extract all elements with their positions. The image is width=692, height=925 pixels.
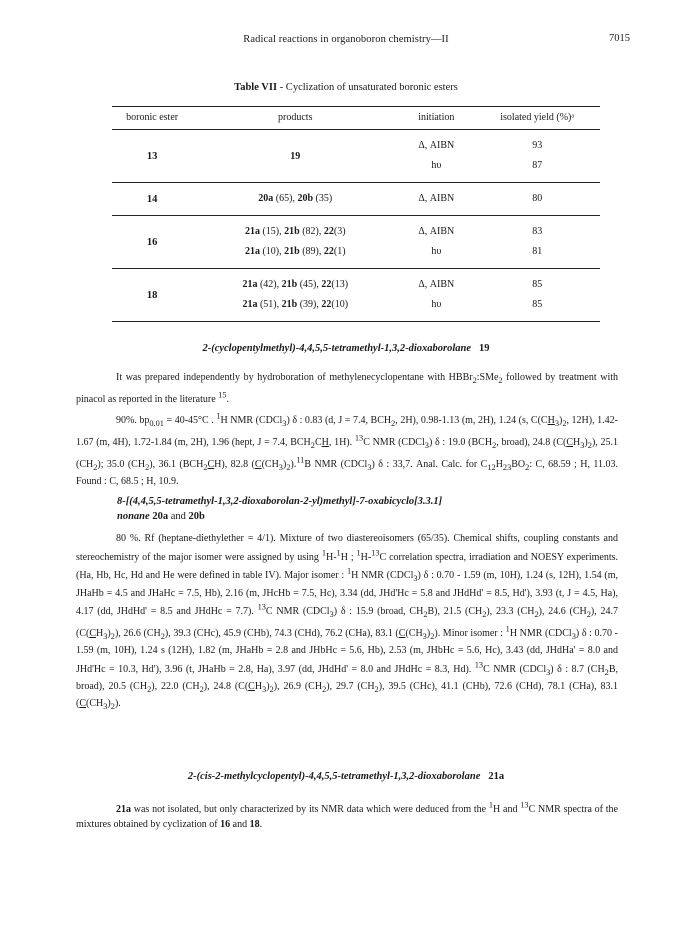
- products-cell: [192, 130, 398, 183]
- compound-numbers: 20a and 20b: [152, 511, 205, 522]
- yield-cell: [474, 130, 600, 183]
- running-title: Radical reactions in organoboron chemistry—II: [243, 34, 449, 45]
- col-header-initiation: initiation: [398, 107, 474, 130]
- ester-cell: 14: [112, 183, 192, 216]
- cyclization-table: [112, 106, 600, 322]
- compound-20-title: [117, 494, 617, 524]
- products-line: 20a (65), 20b (35): [258, 193, 333, 204]
- ester-cell: 13: [112, 130, 192, 183]
- initiation-line: hυ: [431, 246, 442, 257]
- compound-number: 19: [479, 343, 490, 354]
- compound-19-prep-paragraph: [76, 371, 618, 407]
- compound-19-data-paragraph: [76, 410, 618, 489]
- products-line: 21a (51), 21b (39), 22(10): [242, 299, 349, 310]
- yield-line: 81: [532, 246, 543, 257]
- yield-cell: [474, 269, 600, 322]
- table-row: [112, 269, 600, 322]
- products-cell: [192, 183, 398, 216]
- product-label: 19: [290, 150, 301, 162]
- initiation-line: hυ: [431, 299, 442, 310]
- initiation-line: hυ: [431, 160, 442, 171]
- products-line: 21a (42), 21b (45), 22(13): [242, 279, 349, 290]
- initiation-cell: [398, 269, 474, 322]
- table-row: [112, 216, 600, 269]
- initiation-cell: [398, 183, 474, 216]
- table-caption-text: - Cyclization of unsaturated boronic esters: [277, 82, 458, 93]
- paragraph-text: 90%. $bp_{0.01} = 40-45^\circ C$ . $^1$H NMR (CDCl$_3$) δ : 0.83 (d, J = 7.4, $BCH_2$, 2H), 0.98-1.13 (m, 2H), 1.24 (s, $C(CH_3)_2$, 12H), 1.42-1.67 (m, 4H), 1.72-1.84 (m, 2H), 1.96 (hept, J = 7.4, $BCH_2CH$, 1H). $^{13}$C NMR (CDCl$_3$) δ : 19.0 ($BCH_2$, broad), 24.8 $(C(CH_3)_2)$, 25.1 $(CH_2)$; 35.0 $(CH_2)$, 36.1 $(BCH_2CH)$, 82.8 $(C(CH_3)_2).^{11}B$ NMR (CDCl$_3$) δ : 33,7. Anal. Calc. for $C_{12}H_{23}BO_2$: C, 68.59 ; H, 11.03. Found : C, 68.5 ; H, 10.9.: [76, 412, 618, 487]
- compound-number: 21a: [488, 771, 505, 782]
- table-caption-label: Table VII: [234, 82, 278, 93]
- products-cell: [192, 216, 398, 269]
- col-header-yield: isolated yield (%)ᵃ: [474, 107, 600, 130]
- yield-cell: [474, 183, 600, 216]
- initiation-line: Δ, AIBN: [418, 226, 455, 237]
- compound-20-data-paragraph: [76, 532, 618, 715]
- initiation-line: Δ, AIBN: [418, 279, 455, 290]
- initiation-line: Δ, AIBN: [418, 140, 455, 151]
- paragraph-text: 80 %. Rf (heptane-diethylether = 4/1). Mixture of two diastereoisomers (65/35). Chemical shifts, coupling constants and stereochemistry of the major isomer were assigned by using $^1$H-$^1$H ; $^1$H-$^{13}$C correlation spectra, irradiation and NOESY experiments. (Ha, Hb, Hc, Hd and He were defined in table IV). Major isomer : $^1$H NMR (CDCl$_3$) δ : 0.70 - 1.59 (m, 10H), 1.24 (s, 12H), 1.54 (m, JHaHb = 4.5 and JHaHc = 7.5, Hb), 2.16 (m, JHcHb = 7.5, Hc), 3.34 (dd, JHd'Hc = 5.8 and JHdHd' = 8.5, Hd'), 3.93 (t, J = 4.5, Ha), 4.17 (dd, JHdHd' = 8.5 and JHdHc = 7.7). $^{13}$C NMR (CDCl$_3$) δ : 15.9 (broad, $CH_2B$), 21.5 $(CH_2)$, 23.3 $(CH_2)$, 24.6 $(CH_2)$, 24.7 $(C(CH_3)_2)$, 26.6 $(CH_2)$, 39.3 (CHc), 45.9 (CHb), 74.3 (CHd), 76.2 (CHa), 83.1 $(C(CH_3)_2)$. Minor isomer : $^1$H NMR (CDCl$_3$) δ : 0.70 - 1.59 (m, 10H), 1.24 s (12H), 1.82 (m, JHaHb = 2.8 and JHbHc = 5.6, Hb), 2.53 (m, JHbHc = 5.6, Hc), 3.43 (dd, JHdHa' = 8.0 and JHd'Hc = 10.3, Hd'), 3.96 (t, JHaHb = 2.8, Ha), 3.97 (dd, JHdHd' = 8.0 and JHdHc = 8.3, Hd). $^{13}$C NMR (CDCl$_3$) δ : 8.7 ($CH_2B$, broad), 20.5 $(CH_2)$, 22.0 $(CH_2)$, 24.8 $(C(CH_3)_2)$, 26.9 $(CH_2)$, 29.7 $(CH_2)$, 39.5 (CHc), 41.1 (CHb), 72.6 (CHd), 78.1 (CHa), 83.1 $(C(CH_3)_2)$.: [76, 533, 619, 712]
- compound-name: 2-(cyclopentylmethyl)-4,4,5,5-tetramethyl-1,3,2-dioxaborolane: [202, 343, 472, 354]
- ester-cell: 18: [112, 269, 192, 322]
- compound-19-title: [0, 343, 692, 354]
- table-caption: [0, 82, 692, 93]
- ester-cell: 16: [112, 216, 192, 269]
- paragraph-text: 21a was not isolated, but only characterized by its NMR data which were deduced from the $^1$H and $^{13}$C NMR spectra of the mixtures obtained by cyclization of 16 and 18.: [76, 801, 618, 830]
- yield-line: 80: [532, 193, 543, 204]
- yield-line: 85: [532, 299, 543, 310]
- compound-name: 2-(cis-2-methylcyclopentyl)-4,4,5,5-tetramethyl-1,3,2-dioxaborolane: [187, 771, 481, 782]
- initiation-line: Δ, AIBN: [418, 193, 455, 204]
- yield-line: 85: [532, 279, 543, 290]
- products-line: 21a (10), 21b (89), 22(1): [244, 246, 346, 257]
- compound-name-line2-text: nonane: [117, 511, 150, 522]
- initiation-cell: [398, 130, 474, 183]
- products-cell: [192, 269, 398, 322]
- page-number: 7015: [609, 33, 630, 44]
- products-line: 21a (15), 21b (82), 22(3): [244, 226, 346, 237]
- compound-21a-paragraph: [76, 799, 618, 832]
- compound-name-line1: 8-[(4,4,5,5-tetramethyl-1,3,2-dioxaborolan-2-yl)methyl]-7-oxabicyclo[3.3.1]: [117, 496, 443, 507]
- initiation-cell: [398, 216, 474, 269]
- table-row: [112, 183, 600, 216]
- compound-name-line2: [117, 509, 617, 524]
- yield-line: 87: [532, 160, 543, 171]
- yield-cell: [474, 216, 600, 269]
- table-header-row: [112, 107, 600, 130]
- col-header-products: products: [192, 107, 398, 130]
- yield-line: 83: [532, 226, 543, 237]
- compound-21a-title: [0, 771, 692, 782]
- col-header-boronic-ester: boronic ester: [112, 107, 192, 130]
- yield-line: 93: [532, 140, 543, 151]
- paragraph-text: It was prepared independently by hydroboration of methylenecyclopentane with HBBr$_2$:SMe$_2$ followed by treatment with pinacol as reported in the literature $^{15}$.: [76, 372, 618, 405]
- table-row: [112, 130, 600, 183]
